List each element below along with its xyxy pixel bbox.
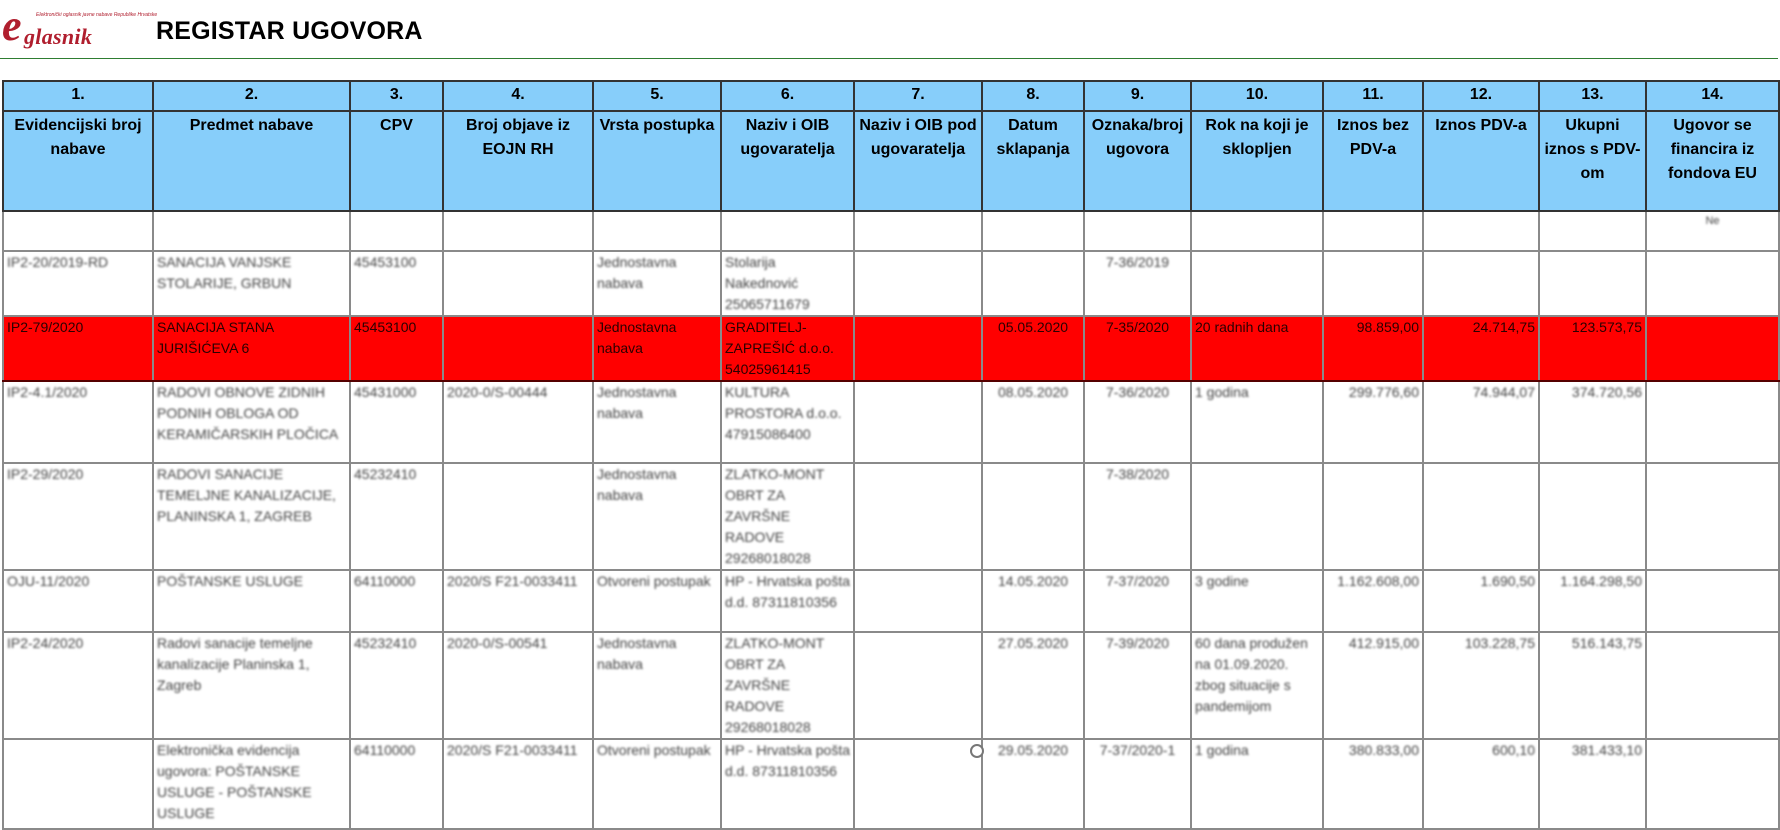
subcontractor-cell xyxy=(854,316,982,381)
subject-cell: Radovi sanacije temeljne kanalizacije Planinska 1, Zagreb xyxy=(153,632,350,739)
table-row[interactable] xyxy=(3,570,1779,632)
term-cell xyxy=(1191,463,1323,570)
contract-number-cell: 7-38/2020 xyxy=(1084,463,1191,570)
table-cell xyxy=(3,211,153,251)
vat-cell: 600,10 xyxy=(1423,739,1539,829)
mouse-cursor-icon xyxy=(970,744,984,758)
procurement-id-cell: OJU-11/2020 xyxy=(3,570,153,632)
vat-cell xyxy=(1423,463,1539,570)
amount-cell: 299.776,60 xyxy=(1323,381,1423,463)
table-cell xyxy=(153,211,350,251)
column-header: Vrsta postupka xyxy=(593,111,721,211)
amount-cell: 98.859,00 xyxy=(1323,316,1423,381)
subject-cell: SANACIJA VANJSKE STOLARIJE, GRBUN xyxy=(153,251,350,316)
procedure-type-cell: Jednostavna nabava xyxy=(593,463,721,570)
contract-register-table xyxy=(2,80,1780,830)
total-cell xyxy=(1539,251,1646,316)
eojn-cell xyxy=(443,463,593,570)
subcontractor-cell xyxy=(854,251,982,316)
column-header: Evidencijski broj nabave xyxy=(3,111,153,211)
column-number: 10. xyxy=(1191,81,1323,111)
contract-number-cell: 7-35/2020 xyxy=(1084,316,1191,381)
eu-funds-cell xyxy=(1646,251,1779,316)
procedure-type-cell: Jednostavna nabava xyxy=(593,251,721,316)
column-header: CPV xyxy=(350,111,443,211)
date-cell: 27.05.2020 xyxy=(982,632,1084,739)
amount-cell xyxy=(1323,251,1423,316)
eojn-cell: 2020/S F21-0033411 xyxy=(443,739,593,829)
procurement-id-cell: IP2-29/2020 xyxy=(3,463,153,570)
table-row[interactable] xyxy=(3,211,1779,251)
column-header: Predmet nabave xyxy=(153,111,350,211)
contract-number-cell: 7-36/2019 xyxy=(1084,251,1191,316)
amount-cell: 412.915,00 xyxy=(1323,632,1423,739)
vat-cell: 24.714,75 xyxy=(1423,316,1539,381)
procurement-id-cell xyxy=(3,739,153,829)
subcontractor-cell xyxy=(854,632,982,739)
eojn-cell: 2020/S F21-0033411 xyxy=(443,570,593,632)
contractor-cell: KULTURA PROSTORA d.o.o. 47915086400 xyxy=(721,381,854,463)
eojn-cell xyxy=(443,316,593,381)
contractor-cell: ZLATKO-MONT OBRT ZA ZAVRŠNE RADOVE 29268018028 xyxy=(721,463,854,570)
subject-cell: Elektronička evidencija ugovora: POŠTANSKE USLUGE - POŠTANSKE USLUGE xyxy=(153,739,350,829)
logo-word: glasnik xyxy=(24,24,93,49)
term-cell: 3 godine xyxy=(1191,570,1323,632)
amount-cell: 380.833,00 xyxy=(1323,739,1423,829)
table-cell xyxy=(982,211,1084,251)
term-cell xyxy=(1191,251,1323,316)
eu-funds-cell xyxy=(1646,632,1779,739)
date-cell xyxy=(982,251,1084,316)
column-number: 8. xyxy=(982,81,1084,111)
procurement-id-cell: IP2-24/2020 xyxy=(3,632,153,739)
column-header: Iznos PDV-a xyxy=(1423,111,1539,211)
column-number: 1. xyxy=(3,81,153,111)
eu-funds-cell: Ne xyxy=(1646,211,1779,251)
amount-cell xyxy=(1323,463,1423,570)
eoglasnik-logo[interactable] xyxy=(2,1,158,52)
cpv-cell: 64110000 xyxy=(350,570,443,632)
contractor-cell: ZLATKO-MONT OBRT ZA ZAVRŠNE RADOVE 29268018028 xyxy=(721,632,854,739)
table-cell xyxy=(854,211,982,251)
column-number: 4. xyxy=(443,81,593,111)
term-cell: 60 dana produžen na 01.09.2020. zbog situacije s pandemijom xyxy=(1191,632,1323,739)
column-header: Ukupni iznos s PDV-om xyxy=(1539,111,1646,211)
table-cell xyxy=(350,211,443,251)
column-number: 14. xyxy=(1646,81,1779,111)
eu-funds-cell xyxy=(1646,463,1779,570)
table-cell xyxy=(721,211,854,251)
column-number: 3. xyxy=(350,81,443,111)
logo-mark: e xyxy=(2,1,22,50)
column-header: Rok na koji je sklopljen xyxy=(1191,111,1323,211)
column-number: 7. xyxy=(854,81,982,111)
eu-funds-cell xyxy=(1646,316,1779,381)
total-cell: 374.720,56 xyxy=(1539,381,1646,463)
table-cell xyxy=(1191,211,1323,251)
eojn-cell xyxy=(443,251,593,316)
term-cell: 1 godina xyxy=(1191,381,1323,463)
column-number: 5. xyxy=(593,81,721,111)
procedure-type-cell: Otvoreni postupak xyxy=(593,570,721,632)
term-cell: 20 radnih dana xyxy=(1191,316,1323,381)
subject-cell: SANACIJA STANA JURIŠIĆEVA 6 xyxy=(153,316,350,381)
subcontractor-cell xyxy=(854,739,982,829)
subject-cell: RADOVI SANACIJE TEMELJNE KANALIZACIJE, PLANINSKA 1, ZAGREB xyxy=(153,463,350,570)
vat-cell: 74.944,07 xyxy=(1423,381,1539,463)
procurement-id-cell: IP2-79/2020 xyxy=(3,316,153,381)
header-divider xyxy=(0,58,1778,59)
table-row[interactable] xyxy=(3,381,1779,463)
table-cell xyxy=(593,211,721,251)
procurement-id-cell: IP2-4.1/2020 xyxy=(3,381,153,463)
page-title: REGISTAR UGOVORA xyxy=(156,17,423,45)
total-cell: 381.433,10 xyxy=(1539,739,1646,829)
contractor-cell: Stolarija Nakednović 25065711679 xyxy=(721,251,854,316)
column-number: 9. xyxy=(1084,81,1191,111)
column-header: Naziv i OIB ugovaratelja xyxy=(721,111,854,211)
column-header: Iznos bez PDV-a xyxy=(1323,111,1423,211)
contract-number-cell: 7-36/2020 xyxy=(1084,381,1191,463)
contract-number-cell: 7-39/2020 xyxy=(1084,632,1191,739)
eu-funds-cell xyxy=(1646,739,1779,829)
column-number: 2. xyxy=(153,81,350,111)
column-header: Oznaka/broj ugovora xyxy=(1084,111,1191,211)
table-cell xyxy=(1423,211,1539,251)
date-cell: 29.05.2020 xyxy=(982,739,1084,829)
total-cell xyxy=(1539,463,1646,570)
column-header: Broj objave iz EOJN RH xyxy=(443,111,593,211)
table-cell xyxy=(1084,211,1191,251)
column-number: 11. xyxy=(1323,81,1423,111)
procedure-type-cell: Jednostavna nabava xyxy=(593,632,721,739)
date-cell: 08.05.2020 xyxy=(982,381,1084,463)
logo-tagline: Elektronički oglasnik javne nabave Republike Hrvatske xyxy=(36,12,158,18)
cpv-cell: 64110000 xyxy=(350,739,443,829)
cpv-cell: 45232410 xyxy=(350,632,443,739)
cpv-cell: 45431000 xyxy=(350,381,443,463)
column-header: Ugovor se financira iz fondova EU xyxy=(1646,111,1779,211)
table-row[interactable] xyxy=(3,632,1779,739)
eojn-cell: 2020-0/S-00444 xyxy=(443,381,593,463)
contractor-cell: GRADITELJ-ZAPREŠIĆ d.o.o. 54025961415 xyxy=(721,316,854,381)
column-number-row xyxy=(3,81,1779,111)
eu-funds-cell xyxy=(1646,381,1779,463)
date-cell: 14.05.2020 xyxy=(982,570,1084,632)
column-header: Naziv i OIB podugovaratelja xyxy=(854,111,982,211)
subcontractor-cell xyxy=(854,381,982,463)
vat-cell: 1.690,50 xyxy=(1423,570,1539,632)
date-cell: 05.05.2020 xyxy=(982,316,1084,381)
date-cell xyxy=(982,463,1084,570)
subcontractor-cell xyxy=(854,463,982,570)
page-header xyxy=(0,0,1778,58)
subject-cell: RADOVI OBNOVE ZIDNIH PODNIH OBLOGA OD KERAMIČARSKIH PLOČICA xyxy=(153,381,350,463)
contract-number-cell: 7-37/2020-1 xyxy=(1084,739,1191,829)
cpv-cell: 45453100 xyxy=(350,251,443,316)
contractor-cell: HP - Hrvatska pošta d.d. 87311810356 xyxy=(721,739,854,829)
vat-cell: 103.228,75 xyxy=(1423,632,1539,739)
subject-cell: POŠTANSKE USLUGE xyxy=(153,570,350,632)
eu-funds-cell xyxy=(1646,570,1779,632)
table-row[interactable] xyxy=(3,739,1779,829)
eojn-cell: 2020-0/S-00541 xyxy=(443,632,593,739)
table-row[interactable] xyxy=(3,463,1779,570)
column-header: Datum sklapanja xyxy=(982,111,1084,211)
contractor-cell: HP - Hrvatska pošta d.d. 87311810356 xyxy=(721,570,854,632)
contract-number-cell: 7-37/2020 xyxy=(1084,570,1191,632)
subcontractor-cell xyxy=(854,570,982,632)
procedure-type-cell: Jednostavna nabava xyxy=(593,316,721,381)
procurement-id-cell: IP2-20/2019-RD xyxy=(3,251,153,316)
table-row[interactable] xyxy=(3,251,1779,316)
procedure-type-cell: Jednostavna nabava xyxy=(593,381,721,463)
column-number: 13. xyxy=(1539,81,1646,111)
total-cell: 516.143,75 xyxy=(1539,632,1646,739)
column-number: 12. xyxy=(1423,81,1539,111)
table-row-selected[interactable] xyxy=(3,316,1779,381)
table-cell xyxy=(1539,211,1646,251)
vat-cell xyxy=(1423,251,1539,316)
cpv-cell: 45453100 xyxy=(350,316,443,381)
cpv-cell: 45232410 xyxy=(350,463,443,570)
column-number: 6. xyxy=(721,81,854,111)
procedure-type-cell: Otvoreni postupak xyxy=(593,739,721,829)
term-cell: 1 godina xyxy=(1191,739,1323,829)
table-cell xyxy=(443,211,593,251)
column-header-row xyxy=(3,111,1779,211)
amount-cell: 1.162.608,00 xyxy=(1323,570,1423,632)
total-cell: 123.573,75 xyxy=(1539,316,1646,381)
total-cell: 1.164.298,50 xyxy=(1539,570,1646,632)
table-cell xyxy=(1323,211,1423,251)
